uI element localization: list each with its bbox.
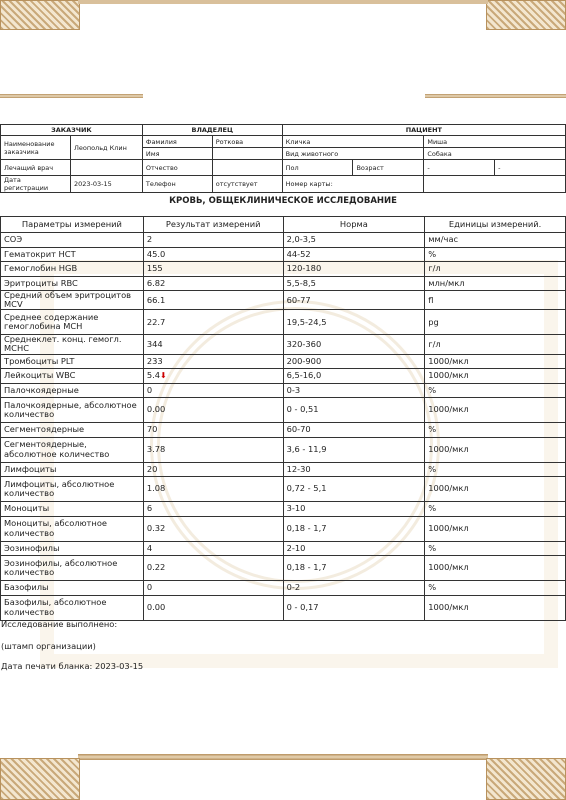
- param-cell: [1, 581, 144, 596]
- unit-cell-text: %: [428, 248, 437, 259]
- unit-cell: [425, 423, 566, 438]
- norm-cell-text: 3-10: [286, 503, 306, 514]
- param-cell: [1, 502, 144, 517]
- result-cell: [143, 541, 283, 556]
- ornament-border: [78, 754, 488, 760]
- norm-cell: [283, 354, 425, 369]
- result-cell: [143, 335, 283, 354]
- param-cell: [1, 398, 144, 423]
- patronymic-label: Отчество: [142, 160, 212, 176]
- norm-cell-text: 6,5-16,0: [286, 370, 322, 381]
- low-flag-icon: ⬇: [160, 370, 167, 380]
- result-cell: [143, 595, 283, 620]
- unit-cell: [425, 556, 566, 581]
- param-cell-text: Палочкоядерные, абсолютное количество: [4, 399, 137, 419]
- norm-cell: [283, 556, 425, 581]
- unit-cell: [425, 383, 566, 398]
- unit-cell: [425, 462, 566, 477]
- norm-cell-text: 0,18 - 1,7: [286, 562, 327, 573]
- result-cell: [143, 262, 283, 277]
- sex-label: Пол: [282, 160, 353, 176]
- species-value: Собака: [424, 148, 566, 160]
- surname-label: Фамилия: [142, 136, 212, 148]
- table-row: [1, 233, 566, 248]
- param-cell-text: Средний объем эритроцитов MCV: [4, 290, 132, 310]
- table-row: [1, 262, 566, 277]
- param-cell-text: Сегментоядерные, абсолютное количество: [4, 439, 110, 459]
- param-cell-text: Лейкоциты WBC: [4, 370, 76, 381]
- unit-cell: [425, 354, 566, 369]
- result-cell-text: 344: [146, 338, 163, 349]
- unit-cell-text: fl: [428, 294, 434, 305]
- norm-cell-text: 0 - 0,51: [286, 404, 319, 415]
- result-cell: [143, 310, 283, 335]
- result-cell: [143, 437, 283, 462]
- result-cell-text: 3.78: [146, 443, 166, 454]
- result-cell-text: 5.4: [146, 369, 161, 380]
- table-row: [1, 247, 566, 262]
- reg-date-value: 2023-03-15: [70, 176, 142, 193]
- param-cell-text: Базофилы, абсолютное количество: [4, 597, 107, 617]
- table-row: [1, 335, 566, 354]
- norm-cell-text: 120-180: [286, 263, 322, 274]
- unit-cell: [425, 233, 566, 248]
- ornament-border: [78, 0, 488, 4]
- table-row: [1, 398, 566, 423]
- param-cell: [1, 516, 144, 541]
- param-cell: [1, 477, 144, 502]
- result-cell: [143, 556, 283, 581]
- unit-cell: [425, 581, 566, 596]
- unit-cell-text: %: [428, 542, 437, 553]
- param-cell: [1, 541, 144, 556]
- norm-cell: [283, 310, 425, 335]
- phone-label: Телефон: [142, 176, 212, 193]
- ornament-corner: [486, 0, 566, 30]
- results-table: [0, 216, 566, 621]
- norm-cell: [283, 383, 425, 398]
- norm-cell: [283, 595, 425, 620]
- unit-cell-text: 1000/мкл: [428, 522, 469, 533]
- result-cell-text: 0.32: [146, 522, 166, 533]
- norm-cell-text: 5,5-8,5: [286, 277, 316, 288]
- unit-cell-text: %: [428, 424, 437, 435]
- norm-cell: [283, 502, 425, 517]
- doctor-label: Лечащий врач: [1, 160, 71, 176]
- norm-cell: [283, 233, 425, 248]
- patronymic-value: [212, 160, 282, 176]
- ornament-corner: [0, 0, 80, 30]
- customer-name-label: Наименование заказчика: [1, 136, 71, 160]
- doctor-value: [70, 160, 142, 176]
- table-row: [1, 437, 566, 462]
- unit-cell: [425, 310, 566, 335]
- unit-cell-text: г/л: [428, 263, 441, 274]
- result-cell-text: 45.0: [146, 248, 166, 259]
- result-cell: [143, 291, 283, 310]
- result-cell-text: 0.00: [146, 404, 166, 415]
- norm-cell-text: 0-3: [286, 384, 301, 395]
- result-cell: [143, 233, 283, 248]
- param-cell-text: Сегментоядерные: [4, 424, 85, 435]
- param-cell: [1, 310, 144, 335]
- unit-cell: [425, 437, 566, 462]
- param-cell-text: Гемоглобин HGB: [4, 263, 78, 274]
- unit-cell: [425, 276, 566, 291]
- result-cell-text: 0.22: [146, 562, 166, 573]
- table-row: [1, 462, 566, 477]
- param-cell: [1, 247, 144, 262]
- table-row: [1, 423, 566, 438]
- ornament-corner: [486, 758, 566, 800]
- result-cell: [143, 477, 283, 502]
- unit-cell: [425, 516, 566, 541]
- param-cell-text: Эозинофилы: [4, 542, 60, 553]
- table-row: [1, 516, 566, 541]
- result-cell-text: 70: [146, 424, 158, 435]
- result-cell-text: 6: [146, 503, 153, 514]
- param-cell-text: Гематокрит HCT: [4, 248, 76, 259]
- norm-cell: [283, 369, 425, 384]
- unit-cell-text: млн/мкл: [428, 277, 465, 288]
- norm-cell: [283, 516, 425, 541]
- norm-cell-text: 2,0-3,5: [286, 234, 316, 245]
- result-cell-text: 0.00: [146, 601, 166, 612]
- norm-cell: [283, 541, 425, 556]
- unit-cell-text: pg: [428, 316, 439, 327]
- norm-cell: [283, 335, 425, 354]
- unit-cell: [425, 369, 566, 384]
- param-cell: [1, 423, 144, 438]
- norm-cell-text: 60-70: [286, 424, 311, 435]
- unit-cell-text: 1000/мкл: [428, 601, 469, 612]
- ornament-line: [0, 94, 143, 98]
- param-cell-text: Среднеклет. конц. гемогл. MCHC: [4, 334, 122, 354]
- table-row: [1, 477, 566, 502]
- phone-value: отсутствует: [212, 176, 282, 193]
- norm-cell-text: 0 - 0,17: [286, 601, 319, 612]
- param-cell-text: Лимфоциты: [4, 463, 57, 474]
- norm-cell: [283, 477, 425, 502]
- unit-cell-text: %: [428, 463, 437, 474]
- param-cell-text: Лимфоциты, абсолютное количество: [4, 478, 115, 498]
- param-cell-text: Палочкоядерные: [4, 384, 79, 395]
- age-value: -: [495, 160, 566, 176]
- unit-cell: [425, 541, 566, 556]
- column-header: Норма: [283, 217, 425, 233]
- norm-cell: [283, 423, 425, 438]
- param-cell: [1, 369, 144, 384]
- name-value: [212, 148, 282, 160]
- result-cell-text: 0: [146, 582, 153, 593]
- norm-cell: [283, 462, 425, 477]
- norm-cell-text: 200-900: [286, 355, 322, 366]
- norm-cell-text: 0,18 - 1,7: [286, 522, 327, 533]
- unit-cell: [425, 595, 566, 620]
- result-cell: [143, 369, 283, 384]
- table-row: [1, 502, 566, 517]
- param-cell-text: Моноциты, абсолютное количество: [4, 518, 107, 538]
- unit-cell-text: %: [428, 384, 437, 395]
- unit-cell: [425, 477, 566, 502]
- unit-cell: [425, 291, 566, 310]
- unit-cell-text: 1000/мкл: [428, 483, 469, 494]
- unit-cell: [425, 247, 566, 262]
- table-row: [1, 541, 566, 556]
- result-cell-text: 20: [146, 463, 158, 474]
- result-cell-text: 1.08: [146, 483, 166, 494]
- unit-cell-text: 1000/мкл: [428, 404, 469, 415]
- table-row: [1, 310, 566, 335]
- param-cell-text: СОЭ: [4, 234, 23, 245]
- column-header: Результат измерений: [143, 217, 283, 233]
- param-cell: [1, 556, 144, 581]
- print-date: Дата печати бланка: 2023-03-15: [1, 661, 144, 671]
- norm-cell: [283, 276, 425, 291]
- table-row: [1, 369, 566, 384]
- customer-section-title: ЗАКАЗЧИК: [1, 125, 143, 136]
- name-label: Имя: [142, 148, 212, 160]
- param-cell: [1, 262, 144, 277]
- norm-cell-text: 0-2: [286, 582, 301, 593]
- unit-cell-text: 1000/мкл: [428, 562, 469, 573]
- age-label: Возраст: [353, 160, 424, 176]
- unit-cell-text: %: [428, 503, 437, 514]
- header-table: [0, 124, 566, 193]
- unit-cell-text: мм/час: [428, 234, 459, 245]
- patient-section-title: ПАЦИЕНТ: [282, 125, 565, 136]
- table-row: [1, 354, 566, 369]
- param-cell: [1, 595, 144, 620]
- param-cell-text: Эритроциты RBC: [4, 277, 78, 288]
- table-row: [1, 291, 566, 310]
- result-cell: [143, 502, 283, 517]
- norm-cell-text: 60-77: [286, 294, 311, 305]
- result-cell-text: 0: [146, 384, 153, 395]
- unit-cell: [425, 335, 566, 354]
- page-title: КРОВЬ, ОБЩЕКЛИНИЧЕСКОЕ ИССЛЕДОВАНИЕ: [169, 196, 397, 206]
- table-row: [1, 595, 566, 620]
- card-value: [424, 176, 566, 193]
- result-cell-text: 155: [146, 263, 163, 274]
- column-header: Параметры измерений: [1, 217, 144, 233]
- surname-value: Роткова: [212, 136, 282, 148]
- unit-cell: [425, 398, 566, 423]
- result-cell-text: 6.82: [146, 277, 166, 288]
- norm-cell-text: 0,72 - 5,1: [286, 483, 327, 494]
- norm-cell: [283, 581, 425, 596]
- table-row: [1, 383, 566, 398]
- result-cell-text: 233: [146, 355, 163, 366]
- result-cell-text: 66.1: [146, 294, 166, 305]
- param-cell-text: Моноциты: [4, 503, 50, 514]
- param-cell: [1, 437, 144, 462]
- param-cell: [1, 335, 144, 354]
- ornament-line: [425, 94, 566, 98]
- unit-cell: [425, 262, 566, 277]
- result-cell: [143, 276, 283, 291]
- result-cell: [143, 247, 283, 262]
- norm-cell: [283, 398, 425, 423]
- norm-cell-text: 12-30: [286, 463, 311, 474]
- unit-cell-text: 1000/мкл: [428, 443, 469, 454]
- param-cell: [1, 276, 144, 291]
- param-cell: [1, 462, 144, 477]
- param-cell-text: Эозинофилы, абсолютное количество: [4, 557, 118, 577]
- param-cell-text: Тромбоциты PLT: [4, 355, 75, 366]
- result-cell: [143, 398, 283, 423]
- table-row: [1, 556, 566, 581]
- result-cell: [143, 581, 283, 596]
- stamp-label: (штамп организации): [1, 641, 96, 651]
- species-label: Вид животного: [282, 148, 424, 160]
- norm-cell: [283, 247, 425, 262]
- param-cell-text: Среднее содержание гемоглобина MCH: [4, 312, 99, 332]
- norm-cell-text: 44-52: [286, 248, 311, 259]
- owner-section-title: ВЛАДЕЛЕЦ: [142, 125, 282, 136]
- param-cell: [1, 233, 144, 248]
- performed-label: Исследование выполнено:: [1, 619, 118, 629]
- table-row: [1, 581, 566, 596]
- result-cell: [143, 462, 283, 477]
- result-cell-text: 2: [146, 234, 153, 245]
- result-cell: [143, 354, 283, 369]
- card-label: Номер карты:: [282, 176, 424, 193]
- customer-name-value: Леопольд Клин: [70, 136, 142, 160]
- unit-cell-text: г/л: [428, 338, 441, 349]
- nickname-label: Кличка: [282, 136, 424, 148]
- unit-cell-text: 1000/мкл: [428, 355, 469, 366]
- unit-cell-text: 1000/мкл: [428, 370, 469, 381]
- norm-cell-text: 2-10: [286, 542, 306, 553]
- result-cell: [143, 423, 283, 438]
- norm-cell: [283, 262, 425, 277]
- result-cell-text: 4: [146, 542, 153, 553]
- norm-cell-text: 3,6 - 11,9: [286, 443, 327, 454]
- param-cell-text: Базофилы: [4, 582, 49, 593]
- unit-cell-text: %: [428, 582, 437, 593]
- param-cell: [1, 383, 144, 398]
- result-cell: [143, 516, 283, 541]
- norm-cell: [283, 437, 425, 462]
- sex-value: -: [424, 160, 495, 176]
- nickname-value: Миша: [424, 136, 566, 148]
- norm-cell: [283, 291, 425, 310]
- result-cell-text: 22.7: [146, 316, 166, 327]
- ornament-corner: [0, 758, 80, 800]
- param-cell: [1, 354, 144, 369]
- column-header: Единицы измерений.: [425, 217, 566, 233]
- param-cell: [1, 291, 144, 310]
- result-cell: [143, 383, 283, 398]
- norm-cell-text: 19,5-24,5: [286, 316, 327, 327]
- unit-cell: [425, 502, 566, 517]
- table-row: [1, 276, 566, 291]
- norm-cell-text: 320-360: [286, 338, 322, 349]
- reg-date-label: Дата регистрации: [1, 176, 71, 193]
